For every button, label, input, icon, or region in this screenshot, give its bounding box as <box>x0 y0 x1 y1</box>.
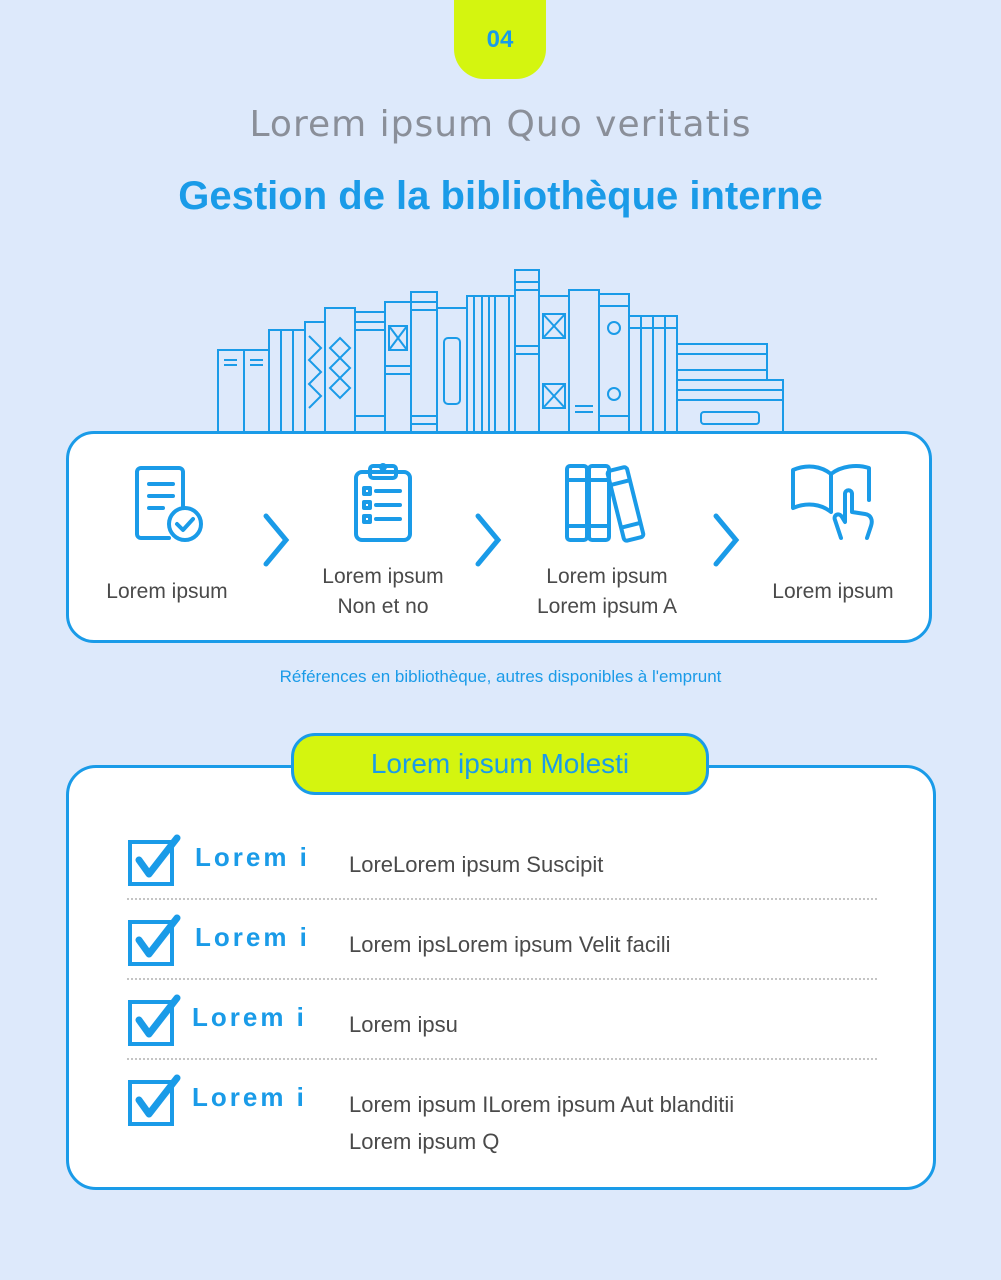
divider <box>127 978 877 980</box>
page-number-tab <box>454 0 546 79</box>
divider <box>127 1058 877 1060</box>
process-card <box>66 431 932 643</box>
item-value: Lorem ipsLorem ipsum Velit facili <box>349 932 671 957</box>
item-value: Lorem ipsu <box>349 1012 458 1037</box>
step-label: Lorem ipsum <box>106 580 228 603</box>
books-icon <box>563 462 655 544</box>
checkbox-checked-icon <box>127 1074 185 1128</box>
page-number: 04 <box>486 25 514 53</box>
page-title: Gestion de la bibliothèque interne <box>178 174 823 218</box>
checkbox-checked-icon <box>127 994 185 1048</box>
chevron-right-icon <box>262 512 290 568</box>
item-value: Lorem ipsum ILorem ipsum Aut blanditii Lorem ipsum Q <box>349 1092 735 1154</box>
panel-heading <box>291 733 709 795</box>
panel-heading-text: Lorem ipsum Molesti <box>370 748 630 779</box>
bookshelf-illustration <box>215 266 790 434</box>
open-book-hand-icon <box>789 460 879 542</box>
item-value: LoreLorem ipsum Suscipit <box>349 852 604 877</box>
clipboard-list-icon <box>352 462 414 544</box>
page-subtitle: Lorem ipsum Quo veritatis <box>249 104 752 145</box>
item-key: Lorem i <box>192 1082 307 1112</box>
chevron-right-icon <box>712 512 740 568</box>
step-label: Lorem ipsum Non et no <box>322 565 444 618</box>
divider <box>127 898 877 900</box>
item-key: Lorem i <box>195 922 310 952</box>
item-key: Lorem i <box>195 842 310 872</box>
document-check-icon <box>133 464 205 546</box>
step-label: Lorem ipsum <box>772 580 894 603</box>
checkbox-checked-icon <box>127 914 185 968</box>
step-label: Lorem ipsum Lorem ipsum A <box>536 565 678 618</box>
checkbox-checked-icon <box>127 834 185 888</box>
note-text: Références en bibliothèque, autres disponibles à l'emprunt <box>279 667 722 686</box>
item-key: Lorem i <box>192 1002 307 1032</box>
chevron-right-icon <box>474 512 502 568</box>
checklist-panel <box>66 765 936 1190</box>
